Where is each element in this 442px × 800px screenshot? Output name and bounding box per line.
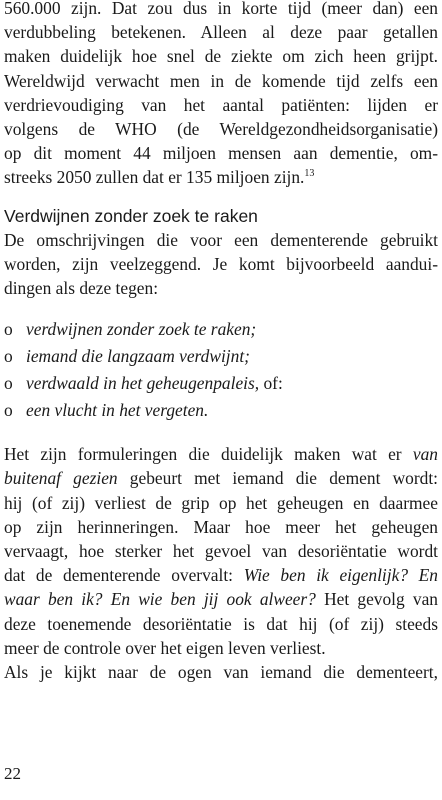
bullet-marker: o — [4, 319, 13, 340]
text-line: Als je kijkt naar de ogen van iemand die dementeert, — [4, 662, 438, 683]
list-item — [4, 370, 442, 397]
text-line — [4, 587, 438, 611]
paragraph-descriptions — [4, 228, 442, 301]
text-segment: dat de dementerende overvalt: — [4, 565, 244, 586]
text-segment: Het gevolg van — [315, 589, 438, 610]
text-line: op dit moment 44 miljoen mensen aan dementie, om- — [4, 143, 438, 164]
list-item — [4, 397, 442, 424]
text-line: verdrievoudiging van het aantal patiënten: lijden er — [4, 94, 438, 115]
text-line: verdubbeling betekenen. Alleen al deze paar getallen — [4, 22, 438, 43]
bullet-marker: o — [4, 373, 13, 394]
list-item — [4, 343, 442, 370]
text-segment-italic: Wie ben ik eigenlijk? En — [243, 565, 438, 586]
paragraph-formulations — [4, 442, 442, 684]
text-segment-italic: van — [412, 444, 438, 465]
list-item-text: een vlucht in het vergeten. — [26, 400, 209, 421]
text-line: maken duidelijk hoe snel de ziekte om zich heen grijpt. — [4, 46, 438, 67]
text-segment: Het zijn formuleringen die duidelijk maken wat er — [4, 444, 413, 465]
bullet-marker: o — [4, 400, 13, 421]
text-segment-italic: buitenaf gezien — [4, 468, 118, 489]
text-line — [4, 165, 442, 189]
text-line — [4, 466, 438, 490]
text-line: Wereldwijd verwacht men in de komende tijd zelfs een — [4, 70, 438, 91]
text-line: 560.000 zijn. Dat zou dus in korte tijd (meer dan) een — [4, 0, 438, 18]
section-heading: Verdwijnen zonder zoek te raken — [4, 205, 258, 226]
text-segment: streeks 2050 zullen dat er 135 miljoen zijn. — [4, 167, 305, 188]
text-line: volgens de WHO (de Wereldgezondheidsorganisatie) — [4, 119, 438, 140]
paragraph-intro — [4, 0, 442, 190]
text-line: deze toenemende desoriëntatie is dat hij (of zij) steeds — [4, 613, 438, 634]
text-line: op zijn herinneringen. Maar hoe meer het geheugen — [4, 516, 438, 537]
list-item-text: iemand die langzaam verdwijnt; — [26, 346, 250, 367]
page-number: 22 — [4, 764, 21, 783]
text-segment: gebeurt met iemand die dement wordt: — [117, 468, 438, 489]
text-line: hij (of zij) verliest de grip op het geheugen en daarmee — [4, 492, 438, 513]
list-item — [4, 316, 442, 343]
text-line — [4, 442, 438, 466]
text-line: worden, zijn veelzeggend. Je komt bijvoorbeeld aandui- — [4, 253, 438, 274]
text-line: meer de controle over het eigen leven verliest. — [4, 637, 326, 658]
text-line: dingen als deze tegen: — [4, 278, 159, 299]
bullet-list — [4, 316, 442, 424]
list-item-suffix: of: — [259, 373, 283, 394]
list-item-text: verdwaald in het geheugenpaleis, — [26, 373, 260, 394]
text-segment-italic: waar ben ik? En wie ben jij ook alweer? — [4, 589, 316, 610]
text-line — [4, 563, 438, 587]
footnote-reference: 13 — [304, 168, 315, 180]
text-line: De omschrijvingen die voor een dementerende gebruikt — [4, 229, 438, 250]
text-line: vervaagt, hoe sterker het gevoel van desoriëntatie wordt — [4, 541, 438, 562]
bullet-marker: o — [4, 346, 13, 367]
list-item-text: verdwijnen zonder zoek te raken; — [26, 319, 257, 340]
